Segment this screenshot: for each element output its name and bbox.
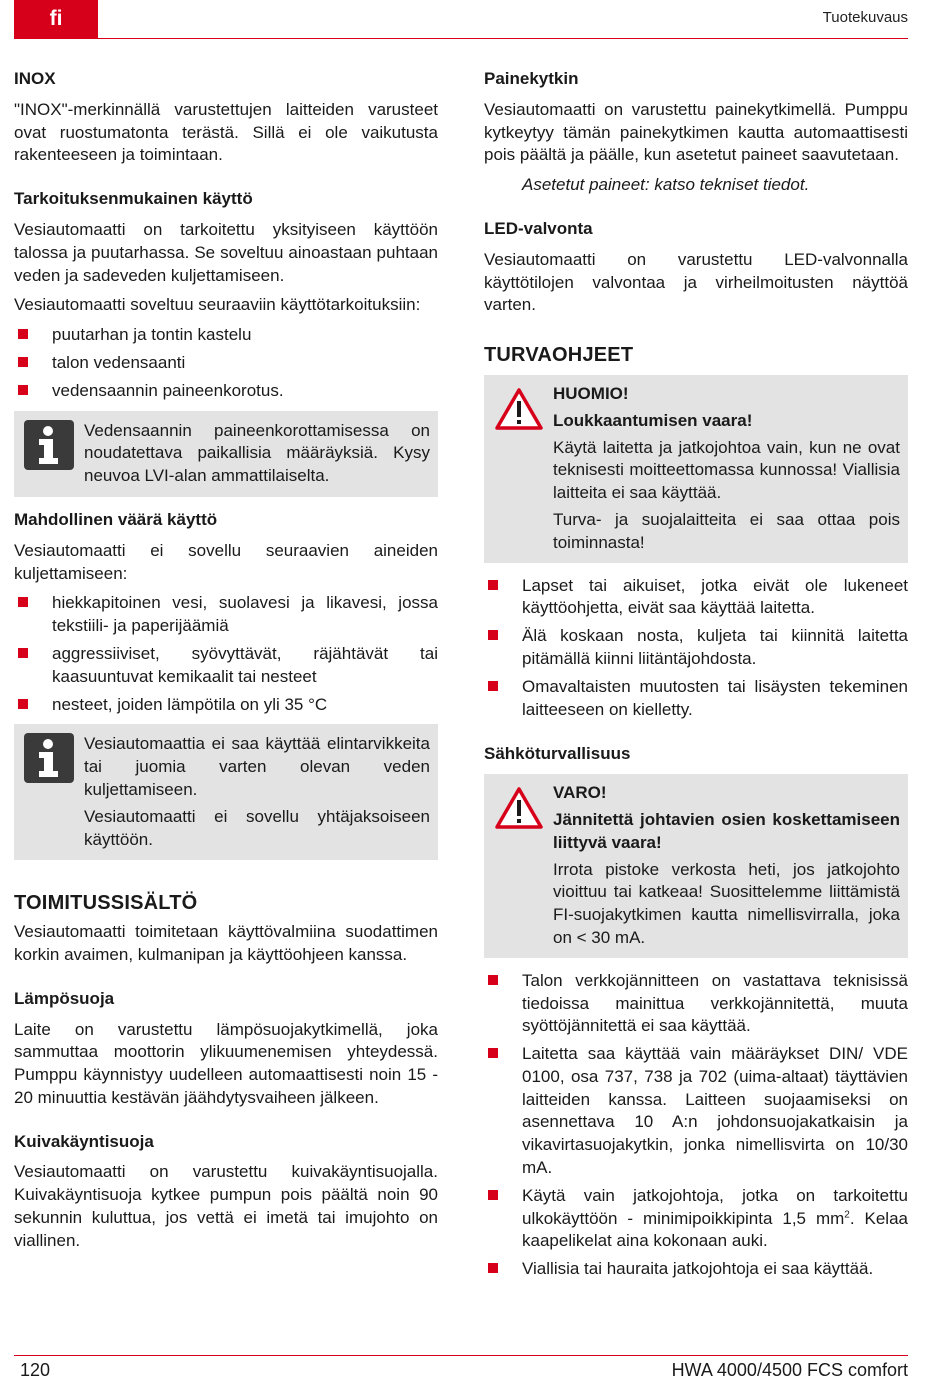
led-text: Vesiautomaatti on varustettu LED-valvonnalla käyttötilojen valvontaa ja virheilmoitusten näyttöä varten.	[484, 249, 908, 315]
warning-box	[484, 375, 908, 563]
list-item: aggressiiviset, syövyttävät, räjähtävät tai kaasuuntuvat kemikaalit tai nesteet	[14, 643, 438, 689]
info-note-text: Vedensaannin paineenkorottamisessa on noudatettava paikallisia määräyksiä. Kysy neuvoa LVI-alan ammattilaiselta.	[84, 420, 430, 486]
misuse-text: Vesiautomaatti ei sovellu seuraavien aineiden kuljettamiseen:	[14, 540, 438, 583]
list-item: Omavaltaisten muutosten tai lisäysten tekeminen laitteeseen on kielletty.	[484, 676, 908, 722]
info-icon	[24, 733, 74, 783]
delivery-text: Vesiautomaatti toimitetaan käyttövalmiina suodattimen korkin avaimen, kulmanipan ja käyttöohjeen kanssa.	[14, 922, 438, 964]
intended-use-heading: Tarkoituksenmukainen käyttö	[14, 189, 253, 209]
dry-run-text: Vesiautomaatti on varustettu kuivakäyntisuojalla. Kuivakäyntisuoja kytkee pumpun pois päältä noin 90 sekunnin kuluttua, jos vettä ei imetä tai imujohto on viallinen.	[14, 1162, 438, 1250]
bullet-square-icon	[488, 975, 498, 985]
page-number: 120	[20, 1360, 51, 1380]
list-item: Talon verkkojännitteen on vastattava teknisissä tiedoissa mainittua verkkojännitettä, muuta syöttöjännitettä ei saa käyttää.	[484, 970, 908, 1038]
list-item: Lapset tai aikuiset, jotka eivät ole lukeneet käyttöohjetta, eivät saa käyttää laitetta.	[484, 575, 908, 621]
warning-triangle-icon	[494, 786, 544, 830]
footer-divider	[14, 1355, 908, 1356]
safety-list	[484, 575, 908, 722]
bullet-square-icon	[488, 1190, 498, 1200]
bullet-square-icon	[18, 329, 28, 339]
info-note	[14, 724, 438, 860]
list-item: nesteet, joiden lämpötila on yli 35 °C	[14, 694, 438, 717]
list-item: Laitetta saa käyttää vain määräykset DIN/ VDE 0100, osa 737, 738 ja 702 (uima-altaat) täyttävien laitteiden kanssa. Laitteen suojaamiseksi on asennettava 10 A:n johdonsuojakatkaisin ja vikavirtasuojakytkin, jonka nimellisvirta on 10/30 mA.	[484, 1043, 908, 1180]
bullet-square-icon	[488, 630, 498, 640]
intended-use-list	[14, 324, 438, 402]
right-column	[484, 68, 908, 1289]
pressure-note: Asetetut paineet: katso tekniset tiedot.	[522, 175, 810, 195]
list-item: talon vedensaanti	[14, 352, 438, 375]
warning-text-2: Turva- ja suojalaitteita ei saa ottaa pois toiminnasta!	[553, 509, 900, 552]
electrical-safety-heading: Sähköturvallisuus	[484, 744, 631, 764]
info-note-text: Vesiautomaattia ei saa käyttää elintarvikkeita tai juomia varten olevan veden kuljettamiseen.	[84, 734, 430, 799]
header-divider	[14, 38, 908, 39]
thermal-protection-text: Laite on varustettu lämpösuojakytkimellä, joka sammuttaa moottorin ylikuumenemisen yhteydessä. Pumppu käynnistyy uudelleen automaattisesti noin 15 - 20 minuuttia kestävän jäähdytysvaiheen jälkeen.	[14, 1019, 438, 1107]
warning-title: VARO!	[553, 783, 607, 803]
safety-heading: TURVAOHJEET	[484, 344, 634, 367]
inox-heading: INOX	[14, 69, 56, 88]
warning-subtitle: Jännitettä johtavien osien koskettamiseen liittyvä vaara!	[553, 809, 900, 852]
intended-use-text: Vesiautomaatti on tarkoitettu yksityiseen käyttöön talossa ja puutarhassa. Se soveltuu ainoastaan puhtaan veden ja sadeveden kuljettamiseen.	[14, 219, 438, 285]
intended-use-text-2: Vesiautomaatti soveltuu seuraaviin käyttötarkoituksiin:	[14, 295, 421, 315]
info-note	[14, 411, 438, 497]
model-name: HWA 4000/4500 FCS comfort	[671, 1360, 908, 1380]
list-item: puutarhan ja tontin kastelu	[14, 324, 438, 347]
bullet-square-icon	[18, 385, 28, 395]
warning-box	[484, 774, 908, 958]
electrical-safety-list	[484, 970, 908, 1281]
led-heading: LED-valvonta	[484, 218, 593, 238]
bullet-square-icon	[18, 357, 28, 367]
bullet-square-icon	[18, 648, 28, 658]
section-title: Tuotekuvaus	[822, 9, 908, 26]
list-item: Käytä vain jatkojohtoja, jotka on tarkoitettu ulkokäyttöön - minimipoikkipinta 1,5 $mm^2$. Kelaa kaapelikelat aina kokonaan auki.	[484, 1185, 908, 1253]
bullet-square-icon	[18, 597, 28, 607]
pressure-switch-text: Vesiautomaatti on varustettu painekytkimellä. Pumppu kytkeytyy tämän painekytkimen kautta automaattisesti pois päältä ja päälle, kun asetetut paineet saavutetaan.	[484, 99, 908, 165]
list-item: Älä koskaan nosta, kuljeta tai kiinnitä laitetta pitämällä kiinni liitäntäjohdosta.	[484, 625, 908, 671]
language-tab	[14, 0, 98, 38]
pressure-switch-heading: Painekytkin	[484, 69, 579, 88]
bullet-square-icon	[488, 681, 498, 691]
thermal-protection-heading: Lämpösuoja	[14, 988, 115, 1008]
bullet-square-icon	[488, 580, 498, 590]
info-icon	[24, 420, 74, 470]
warning-text: Irrota pistoke verkosta heti, jos jatkojohto vioittuu tai katkeaa! Suosittelemme liittämistä FI-suojakytkimen kautta nimellisvirralla, joka on < 30 mA.	[553, 859, 900, 947]
bullet-square-icon	[18, 699, 28, 709]
list-item: vedensaannin paineenkorotus.	[14, 380, 438, 403]
info-note-text-2: Vesiautomaatti ei sovellu yhtäjaksoiseen käyttöön.	[84, 806, 430, 849]
warning-triangle-icon	[494, 387, 544, 431]
dry-run-heading: Kuivakäyntisuoja	[14, 1131, 154, 1151]
warning-subtitle: Loukkaantumisen vaara!	[553, 410, 753, 430]
language-code: fi	[49, 7, 63, 30]
inox-text: "INOX"-merkinnällä varustettujen laitteiden varusteet ovat ruostumatonta terästä. Sillä ei ole vaikutusta rakenteeseen ja toimintaan.	[14, 99, 438, 165]
list-item: hiekkapitoinen vesi, suolavesi ja likavesi, jossa tekstiili- ja paperijäämiä	[14, 592, 438, 638]
left-column	[14, 68, 438, 1260]
warning-text: Käytä laitetta ja jatkojohtoa vain, kun ne ovat teknisesti moitteettomassa kunnossa! Viallisia laitteita ei saa käyttää.	[553, 437, 900, 503]
list-item: Viallisia tai hauraita jatkojohtoja ei saa käyttää.	[484, 1258, 908, 1281]
misuse-list	[14, 592, 438, 716]
delivery-heading: TOIMITUSSISÄLTÖ	[14, 892, 198, 915]
warning-title: HUOMIO!	[553, 383, 629, 403]
misuse-heading: Mahdollinen väärä käyttö	[14, 509, 218, 529]
bullet-square-icon	[488, 1263, 498, 1273]
bullet-square-icon	[488, 1048, 498, 1058]
